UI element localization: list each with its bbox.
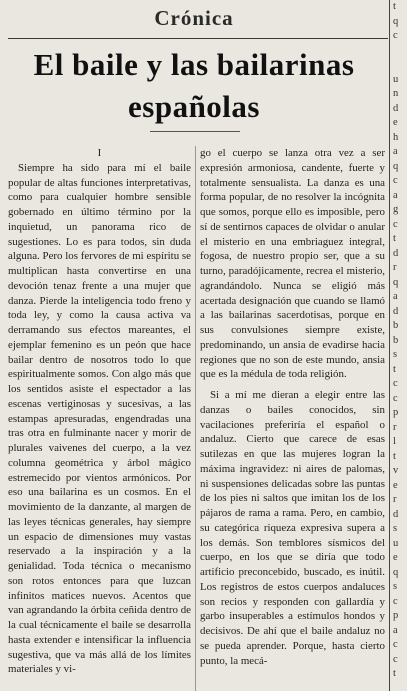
edge-fragment: c <box>393 30 398 41</box>
edge-fragment: c <box>393 218 398 230</box>
edge-fragment: s <box>393 349 398 360</box>
section-title: Crónica <box>154 6 234 30</box>
edge-fragment: u <box>393 537 399 549</box>
edge-fragment: r <box>393 421 397 433</box>
edge-fragment: r <box>393 262 397 273</box>
edge-fragment: c <box>393 595 398 607</box>
edge-fragment: e <box>393 479 398 491</box>
headline-line-1: El baile y las bailarinas <box>33 47 355 82</box>
edge-fragment: c <box>393 175 398 186</box>
edge-fragment: s <box>393 523 398 534</box>
edge-fragment: e <box>393 117 398 128</box>
edge-fragment: c <box>393 653 398 665</box>
edge-fragment: h <box>393 131 399 143</box>
edge-fragment: t <box>393 363 396 375</box>
article-paragraph: Si a mí me dieran a elegir entre las danzas o bailes conocidos, sin vacilaciones preferiría el español o andaluz. Cierto que carece de esas sutilezas en que las mujeres logran la máxima ingravidez: ni aires de palomas, ni suspensiones delicadas sobre las puntas de los pies ni saltos que imitan los de los pájaros de rama a rama. Pero, en cambio, su categórica riqueza expresiva supera a los demás. Son temblores sísmicos del cuerpo, en los que se diría que todo artificio preconcebido, buscado, es inútil. Los registros de estos cuerpos andaluces son recios y responden con gallardía y garbo insuperables a estímulos hondos y decisivos. De ahí que el baile andaluz no se pueda aprender. Porque, hasta cierto punto, la mecá- <box>200 389 385 667</box>
section-rule <box>8 38 388 39</box>
headline-line-2: españolas <box>128 89 260 124</box>
edge-fragment: t <box>393 668 396 679</box>
edge-fragment: p <box>393 610 399 621</box>
adjacent-column-fragment <box>389 0 407 691</box>
edge-fragment: e <box>393 552 398 563</box>
edge-fragment: c <box>393 378 398 389</box>
edge-fragment: q <box>393 15 399 27</box>
chapter-number: I <box>97 147 102 159</box>
edge-fragment: a <box>393 146 398 157</box>
article-paragraph: go el cuerpo se lanza otra vez a ser expresión armoniosa, candente, fuerte y totalmente sensualista. La danza es una forma popular, de no resolver la incógnita que somos, porque ello es imposible, pero sí de sentirnos capaces de olvidar o anular el misterio en una embriaguez integral, fogosa, de nuestro propio ser, que a su turno, paradójicamente, recrea el misterio, agrandándolo. Nunca se eligió más acertada designación que cuando se llamó a las bailarinas sacerdotisas, porque en sus convulsiones siempre existe, predominando, un ansia de evadirse hacia regiones que no son de este mundo, ansia que es la médula de toda religión. <box>200 147 385 381</box>
article-column-right <box>200 146 385 668</box>
edge-fragment: n <box>393 88 399 99</box>
edge-fragment: d <box>393 508 399 520</box>
edge-fragment: q <box>393 566 399 578</box>
edge-fragment: t <box>393 450 396 462</box>
edge-fragment: b <box>393 320 399 331</box>
edge-fragment <box>390 44 407 59</box>
edge-fragment: a <box>393 189 398 201</box>
edge-fragment: d <box>393 305 399 317</box>
edge-fragment: r <box>393 494 397 505</box>
edge-fragment: s <box>393 581 398 592</box>
edge-fragment: t <box>393 1 396 12</box>
edge-fragment: u <box>393 73 399 85</box>
edge-fragment <box>390 58 407 73</box>
edge-fragment: c <box>393 392 398 404</box>
column-divider <box>195 146 196 691</box>
edge-fragment: c <box>393 639 398 650</box>
edge-fragment: a <box>393 291 398 302</box>
edge-fragment: g <box>393 204 399 215</box>
edge-fragment: t <box>393 233 396 244</box>
edge-fragment: v <box>393 465 399 476</box>
edge-fragment: b <box>393 334 399 346</box>
edge-fragment: d <box>393 247 399 259</box>
edge-fragment: q <box>393 160 399 172</box>
article-paragraph: Siempre ha sido para mí el baile popular de altas funciones interpretativas, como para cualquier hombre sensible gobernado en último término por la inquietud, un panorama rico de sugestiones. Lo es para todos, sin duda alguna. Pero los fervores de mi espíritu se multiplican hasta convertirse en una devoción tenaz frente a una mujer que danza. Pierde la inteligencia todo freno y toda ley, y como la causa activa va derramando sus efectos mareantes, el ejemplar femenino es un peón que hace bailar dentro de nosotros todo lo que espiritualmente somos. Con algo más que los sentidos asiste el espectador a las escenas vertiginosas y sucesivas, a las estampas apresuradas, engendradas una tras otra en fulminante nacer y morir de plurales vaivenes del cuerpo, a la vez columna geométrica y árbol mágico estremecido por vientos armónicos. Por eso una bailarina es un cosmos. En el movimiento de la danzante, al margen de las leyes técnicas generales, hay siempre un espacio de dimensiones muy vastas reservado a la inspiración y a la genialidad. Toda técnica o mecanismo son rotos entonces para que luzcan infinitos matices nuevos. Acentos que van agrandando la órbita ceñida dentro de la cual técnicamente el baile se desarrolla hasta extender e intensificar la influencia sugestiva, que va más allá de los límites materiales y vi- <box>8 161 191 676</box>
edge-fragment: q <box>393 276 399 288</box>
edge-fragment: d <box>393 102 399 114</box>
article-column-left <box>8 146 191 677</box>
edge-fragment: l <box>393 436 396 447</box>
headline-rule <box>150 131 240 132</box>
edge-fragment: p <box>393 407 399 418</box>
edge-fragment: a <box>393 624 398 636</box>
